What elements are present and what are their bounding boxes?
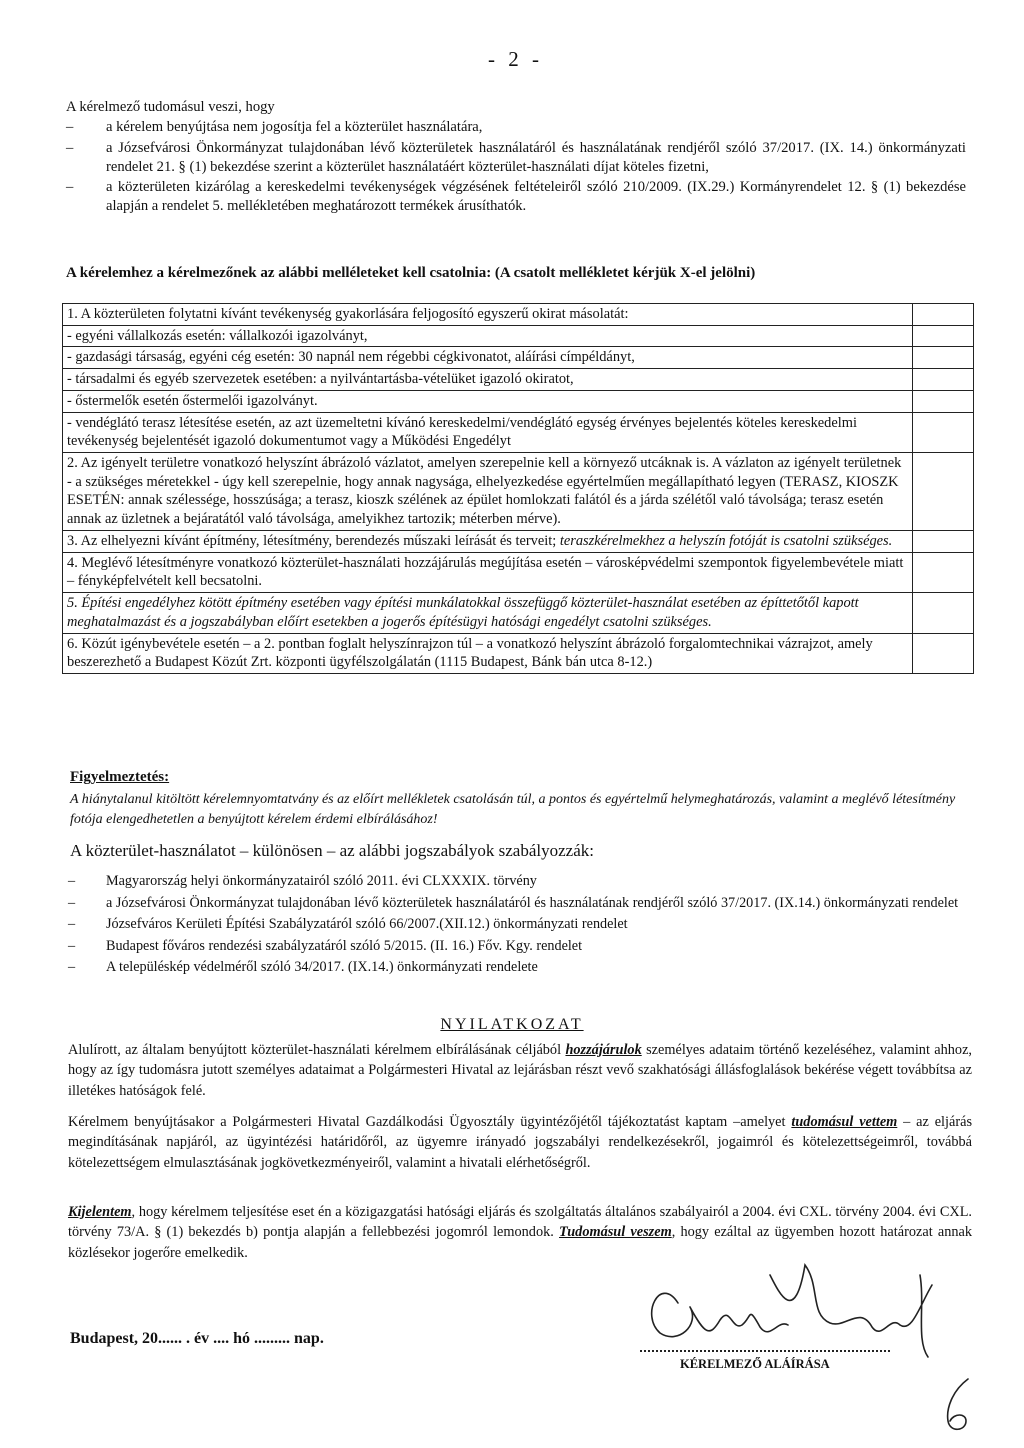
- checkbox-cell[interactable]: [913, 412, 974, 452]
- declaration-paragraph-2: [68, 1112, 972, 1173]
- table-row: [63, 593, 974, 633]
- intro-section: [66, 98, 966, 218]
- attachment-text: [63, 530, 913, 552]
- paragraph-text: , hogy kérelmem teljesítése eset én a közigazgatási hatósági eljárás és szolgáltatás általános szabályairól a 2004. évi CXL. törvény 2004. évi CXL. törvény 73/A. § (1) bekezdés b) pontja alapján a fellebbezési jogomról lemondok.: [68, 1204, 972, 1241]
- law-item: – Magyarország helyi önkormányzatairól szóló 2011. évi CLXXXIX. törvény: [68, 872, 968, 892]
- table-row: [63, 530, 974, 552]
- attachment-text: - társadalmi és egyéb szervezetek esetében: a nyilvántartásba-vételüket igazoló okiratot,: [63, 369, 913, 391]
- table-row: [63, 552, 974, 592]
- signature-stroke: [652, 1265, 932, 1357]
- paragraph-text: – az eljárás megindításának napjáról, az ügyintézési határidőről, az ügyemre irányadó jogszabályi rendelkezésekről, jogaimról és kötelezettségeimről, továbbá kötelezettségem elmulasztásának jogkövetkezményeiről, valamint a hivatali elérhetőségről.: [68, 1114, 973, 1171]
- law-item: – A településkép védelméről szóló 34/2017. (IX.14.) önkormányzati rendelete: [68, 958, 968, 978]
- paragraph-text: Alulírott, az általam benyújtott közterület-használati kérelmem elbírálásának céljából: [68, 1042, 562, 1058]
- declaration-title: NYILATKOZAT: [440, 1016, 584, 1033]
- law-item: – a Józsefvárosi Önkormányzat tulajdonában lévő közterületek használatáról és használatának rendjéről szóló 37/2017. (IX.14.) önkormányzati rendelet: [68, 894, 968, 914]
- warning-title: Figyelmeztetés:: [70, 769, 170, 785]
- law-item: – Józsefváros Kerületi Építési Szabályzatáról szóló 66/2007.(XII.12.) önkormányzati rendelet: [68, 915, 968, 935]
- page-mark-stroke: [948, 1379, 968, 1429]
- checkbox-cell[interactable]: [913, 593, 974, 633]
- declaration-paragraph-1: [68, 1040, 972, 1101]
- table-row: [63, 453, 974, 531]
- paragraph-text: személyes adataim történő kezeléséhez, valamint ahhoz, hogy az így tudomásra jutott személyes adataimat a Polgármesteri Hivatal az lejárásban részt vevő szakhatósági állásfoglalások bekérése végett továbbítsa az illetékes hatóságok felé.: [68, 1042, 973, 1099]
- attachment-text: - őstermelők esetén őstermelői igazolványt.: [63, 390, 913, 412]
- table-row: [63, 412, 974, 452]
- emphasis-text: tudomásul vettem: [791, 1114, 898, 1130]
- signature-label: KÉRELMEZŐ ALÁÍRÁSA: [680, 1357, 830, 1371]
- checkbox-cell[interactable]: [913, 453, 974, 531]
- checkbox-cell[interactable]: [913, 552, 974, 592]
- attachment-main: 3. Az elhelyezni kívánt építmény, létesítmény, berendezés műszaki leírását és terveit;: [67, 532, 557, 549]
- attachments-heading: A kérelemhez a kérelmezőnek az alábbi melléleteket kell csatolnia: (A csatolt mellékletet kérjük X-el jelölni): [66, 265, 756, 281]
- handwritten-page-mark: [938, 1375, 978, 1435]
- intro-lead: A kérelmező tudomásul veszi, hogy: [66, 99, 275, 115]
- attachments-table: [62, 303, 974, 674]
- page-number: - 2 -: [488, 47, 543, 71]
- attachment-text: - egyéni vállalkozás esetén: vállalkozói igazolványt,: [63, 325, 913, 347]
- warning-text: A hiánytalanul kitöltött kérelemnyomtatvány és az előírt mellékletek csatolásán túl, a pontos és egyértelmű helymeghatározás, valamint a meglévő létesítmény fotója elengedhetetlen a benyújtott kérelem érdemi elbírálásához!: [70, 792, 956, 827]
- checkbox-cell[interactable]: [913, 633, 974, 673]
- paragraph-text: , hogy ezáltal az ügyemben hozott határozat annak közlésekor jogerőre emelkedik.: [68, 1224, 972, 1261]
- table-row: [63, 304, 974, 326]
- attachment-text: 2. Az igényelt területre vonatkozó helyszínt ábrázoló vázlatot, amelyen szerepelnie kell a környező utcáknak is. A vázlaton az igényelt területnek - a szükséges méretekkel - úgy kell szerepelnie, hogy annak nagysága, elhelyezkedése egyértelműen megállapítható legyen (TERASZ, KIOSZK ESETÉN: annak szélessége, hosszúsága; a terasz, kioszk szélének az épület homlokzati falától és a járda szélétől való távolsága; terasz esetén annak az üzletnek a bejáratától való távolsága, amelyikhez tartozik; méterben mérve).: [63, 453, 913, 531]
- checkbox-cell[interactable]: [913, 325, 974, 347]
- law-item: – Budapest főváros rendezési szabályzatáról szóló 5/2015. (II. 16.) Főv. Kgy. rendelet: [68, 937, 968, 957]
- attachment-text: 5. Építési engedélyhez kötött építmény esetében vagy építési munkálatokkal összefüggő közterület-használat esetében az építtetőtől kapott meghatalmazást és a jogszabályban előírt esetekben a jogerős építésügyi hatósági engedélyt csatolni szükséges.: [63, 593, 913, 633]
- checkbox-cell[interactable]: [913, 369, 974, 391]
- intro-item: – a kérelem benyújtása nem jogosítja fel a közterület használatára,: [66, 118, 966, 137]
- intro-item: – a közterületen kizárólag a kereskedelmi tevékenységek végzésének feltételeiről szóló 210/2009. (IX.29.) Kormányrendelet 12. § (1) bekezdése alapján a rendelet 5. mellékletében meghatározott termékek árusíthatók.: [66, 178, 966, 217]
- table-row: [63, 347, 974, 369]
- place-date-field[interactable]: Budapest, 20...... . év .... hó ......... nap.: [70, 1330, 324, 1347]
- signature-line[interactable]: [640, 1350, 890, 1352]
- emphasis-text: hozzájárulok: [565, 1042, 642, 1058]
- laws-list: [68, 870, 968, 980]
- attachment-text: - gazdasági társaság, egyéni cég esetén: 30 napnál nem régebbi cégkivonatot, aláírási címpéldányt,: [63, 347, 913, 369]
- table-row: [63, 633, 974, 673]
- checkbox-cell[interactable]: [913, 390, 974, 412]
- laws-title: A közterület-használatot – különösen – az alábbi jogszabályok szabályozzák:: [70, 841, 594, 860]
- table-row: [63, 390, 974, 412]
- attachment-text: 6. Közút igénybevétele esetén – a 2. pontban foglalt helyszínrajzon túl – a vonatkozó helyszínt ábrázoló forgalomtechnikai vázrajzot, amely beszerezhető a Budapest Közút Zrt. központi ügyfélszolgálatán (1115 Budapest, Bánk bán utca 8-12.): [63, 633, 913, 673]
- checkbox-cell[interactable]: [913, 530, 974, 552]
- checkbox-cell[interactable]: [913, 347, 974, 369]
- attachment-text: - vendéglátó terasz létesítése esetén, az azt üzemeltetni kívánó kereskedelmi/vendéglátó egység érvényes bejelentés köteles kereskedelmi tevékenység bejelentését igazoló dokumentumot vagy a Működési Engedélyt: [63, 412, 913, 452]
- table-row: [63, 369, 974, 391]
- emphasis-text: Kijelentem: [68, 1204, 132, 1220]
- attachment-text: 4. Meglévő létesítményre vonatkozó közterület-használati hozzájárulás megújítása esetén – városképvédelmi szempontok figyelembevétele miatt – fényképfelvételt kell becsatolni.: [63, 552, 913, 592]
- checkbox-cell[interactable]: [913, 304, 974, 326]
- handwritten-signature: [620, 1245, 950, 1365]
- table-row: [63, 325, 974, 347]
- emphasis-text: Tudomásul veszem: [559, 1224, 672, 1241]
- attachment-text: 1. A közterületen folytatni kívánt tevékenység gyakorlására feljogosító egyszerű okirat másolatát:: [63, 304, 913, 326]
- paragraph-text: Kérelmem benyújtásakor a Polgármesteri Hivatal Gazdálkodási Ügyosztály ügyintézőjétől tájékoztatást kaptam –amelyet: [68, 1114, 786, 1130]
- attachment-note: teraszkérelmekhez a helyszín fotóját is csatolni szükséges.: [559, 532, 893, 549]
- intro-item: – a Józsefvárosi Önkormányzat tulajdonában lévő közterületek használatáról és használatának rendjéről szóló 37/2017. (IX. 14.) önkormányzati rendelet 21. § (1) bekezdése szerint a közterület használatáért közterület-használati díjat köteles fizetni,: [66, 139, 966, 178]
